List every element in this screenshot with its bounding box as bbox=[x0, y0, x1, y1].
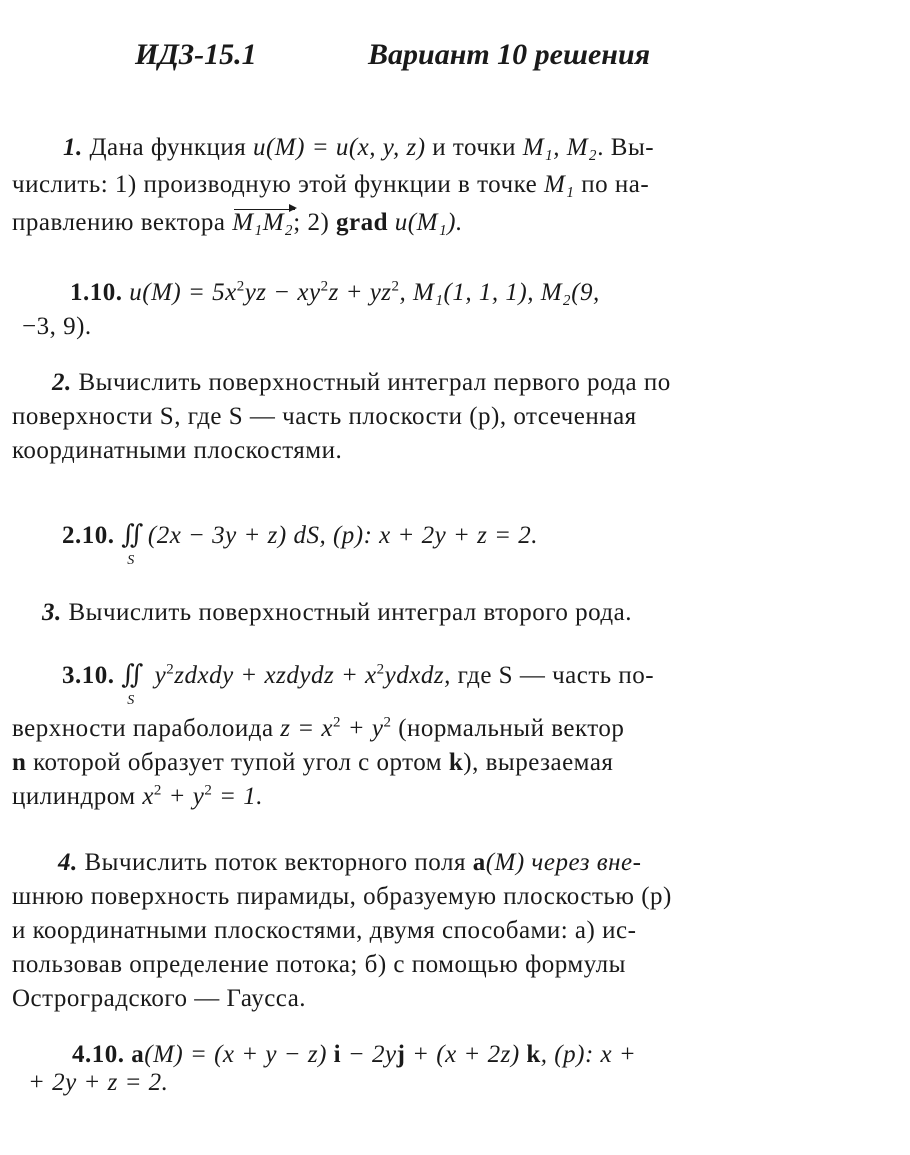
exponent: 2 bbox=[333, 714, 341, 731]
integrand: zdxdy + xzdydz + x bbox=[174, 662, 377, 689]
formula-part: z = x bbox=[280, 715, 333, 742]
normal-vector-n: n bbox=[12, 749, 27, 776]
task4-text: (M) через вне- bbox=[485, 849, 642, 876]
formula-part: u(M) = 5x bbox=[122, 279, 237, 306]
task1-point: M₁ bbox=[543, 171, 575, 198]
exponent: 2 bbox=[376, 661, 385, 678]
task3-text: ), вырезаемая bbox=[463, 749, 614, 776]
task1-formula: u(M) = u(x, y, z) bbox=[252, 134, 426, 161]
double-integral-sign bbox=[121, 520, 144, 568]
formula-part: = 1. bbox=[212, 783, 264, 810]
problem-2-10-number: 2.10. bbox=[62, 522, 115, 549]
task1-text: числить: 1) производную этой функции в точке bbox=[12, 171, 544, 198]
problem-3-10-line2 bbox=[12, 714, 898, 744]
task4-line3 bbox=[12, 916, 898, 946]
task1-line1 bbox=[63, 133, 910, 163]
task4-text: Вычислить поток векторного поля bbox=[77, 849, 473, 876]
grad-operator: grad bbox=[336, 209, 389, 236]
exponent: 2 bbox=[166, 661, 175, 678]
task3-number: 3. bbox=[42, 599, 62, 626]
exponent: 2 bbox=[236, 278, 245, 295]
task2-text: Вычислить поверхностный интеграл первого рода по bbox=[71, 369, 671, 396]
integral-subscript: S bbox=[127, 553, 135, 568]
formula-part: (M) = (x + y − z) bbox=[144, 1041, 334, 1068]
problem-2-10 bbox=[62, 520, 910, 568]
task3-text: верхности параболоида bbox=[12, 715, 281, 742]
task4-text: и координатными плоскостями, двумя способами: а) ис- bbox=[12, 917, 637, 944]
task3-text: Вычислить поверхностный интеграл второго рода. bbox=[61, 599, 632, 626]
problem-1-10-line2 bbox=[22, 312, 908, 342]
task4-line2 bbox=[12, 882, 898, 912]
task1-formula: u(M₁). bbox=[388, 209, 463, 236]
vector-field-a: a bbox=[124, 1041, 145, 1068]
formula-part: + (x + 2z) bbox=[405, 1041, 527, 1068]
task4-number: 4. bbox=[58, 849, 78, 876]
integrand: y bbox=[147, 662, 167, 689]
task2-line2 bbox=[12, 402, 898, 432]
task2-line3 bbox=[12, 436, 898, 466]
task3-text: которой образует тупой угол с ортом bbox=[26, 749, 449, 776]
task3-text: цилиндром bbox=[12, 783, 143, 810]
double-integral-sign bbox=[121, 660, 144, 708]
task1-text: и точки bbox=[425, 134, 523, 161]
task3-text: (нормальный вектор bbox=[391, 715, 625, 742]
unit-vector-j: j bbox=[396, 1041, 406, 1068]
task1-text: по на- bbox=[574, 171, 650, 198]
formula-part: + y bbox=[341, 715, 384, 742]
task3-text: где S — часть по- bbox=[450, 662, 655, 689]
exponent: 2 bbox=[383, 714, 392, 731]
problem-3-10-line3 bbox=[12, 748, 898, 778]
formula-part: x bbox=[142, 783, 154, 810]
formula-part: − 2y bbox=[341, 1041, 397, 1068]
problem-1-10-line1 bbox=[70, 278, 910, 308]
task1-text: Дана функция bbox=[82, 134, 253, 161]
formula-part: + 2y + z = 2. bbox=[28, 1069, 169, 1096]
task1-line3 bbox=[12, 208, 898, 238]
formula-part: −3, 9). bbox=[22, 313, 92, 340]
exponent: 2 bbox=[153, 782, 162, 799]
problem-4-10-line1 bbox=[72, 1040, 910, 1070]
integrand: (2x − 3y + z) dS, (p): x + 2y + z = 2. bbox=[147, 522, 538, 549]
integral-symbol: ∬ bbox=[121, 520, 144, 549]
integral-symbol: ∬ bbox=[121, 660, 144, 689]
task2-text: поверхности S, где S — часть плоскости (p), отсеченная bbox=[12, 403, 637, 430]
exponent: 2 bbox=[391, 278, 400, 295]
unit-vector-i: i bbox=[333, 1041, 342, 1068]
exponent: 2 bbox=[320, 278, 329, 295]
task4-line1 bbox=[58, 848, 910, 878]
problem-3-10-number: 3.10. bbox=[62, 662, 115, 689]
formula-part: yz − xy bbox=[244, 279, 321, 306]
exponent: 2 bbox=[204, 782, 213, 799]
unit-vector-k: k bbox=[526, 1041, 541, 1068]
task2-line1 bbox=[52, 368, 910, 398]
task4-line4 bbox=[12, 950, 898, 980]
task1-text: правлению вектора bbox=[12, 209, 233, 236]
vector-m1m2: M₁M₂ bbox=[232, 209, 294, 236]
problem-1-10-number: 1.10. bbox=[70, 279, 123, 306]
task2-text: координатными плоскостями. bbox=[12, 437, 343, 464]
problem-3-10-line4 bbox=[12, 782, 898, 812]
task2-number: 2. bbox=[52, 369, 72, 396]
formula-part: , M₁(1, 1, 1), M₂(9, bbox=[399, 279, 600, 306]
header-left-title: ИДЗ-15.1 bbox=[135, 38, 257, 71]
problem-4-10-line2 bbox=[28, 1068, 910, 1098]
formula-part: z + yz bbox=[328, 279, 392, 306]
task3-line1 bbox=[42, 598, 910, 628]
task1-text: . Вы- bbox=[597, 134, 655, 161]
integrand: ydxdz, bbox=[384, 662, 451, 689]
task1-line2 bbox=[12, 170, 898, 200]
formula-part: , (p): x + bbox=[540, 1041, 637, 1068]
task1-text: ; 2) bbox=[293, 209, 337, 236]
integral-subscript: S bbox=[127, 693, 135, 708]
task4-line5 bbox=[12, 984, 898, 1014]
task4-text: шнюю поверхность пирамиды, образуемую плоскостью (p) bbox=[12, 883, 672, 910]
task4-text: пользовав определение потока; б) с помощью формулы bbox=[12, 951, 626, 978]
vector-field-a: a bbox=[472, 849, 486, 876]
header-right-title: Вариант 10 решения bbox=[368, 38, 651, 71]
formula-part: + y bbox=[161, 783, 205, 810]
task1-number: 1. bbox=[63, 134, 83, 161]
problem-4-10-number: 4.10. bbox=[72, 1041, 125, 1068]
unit-vector-k: k bbox=[448, 749, 464, 776]
task1-points: M₁, M₂ bbox=[522, 134, 598, 161]
problem-3-10-line1 bbox=[62, 660, 910, 708]
task4-text: Остроградского — Гаусса. bbox=[12, 985, 307, 1012]
header bbox=[0, 38, 910, 78]
